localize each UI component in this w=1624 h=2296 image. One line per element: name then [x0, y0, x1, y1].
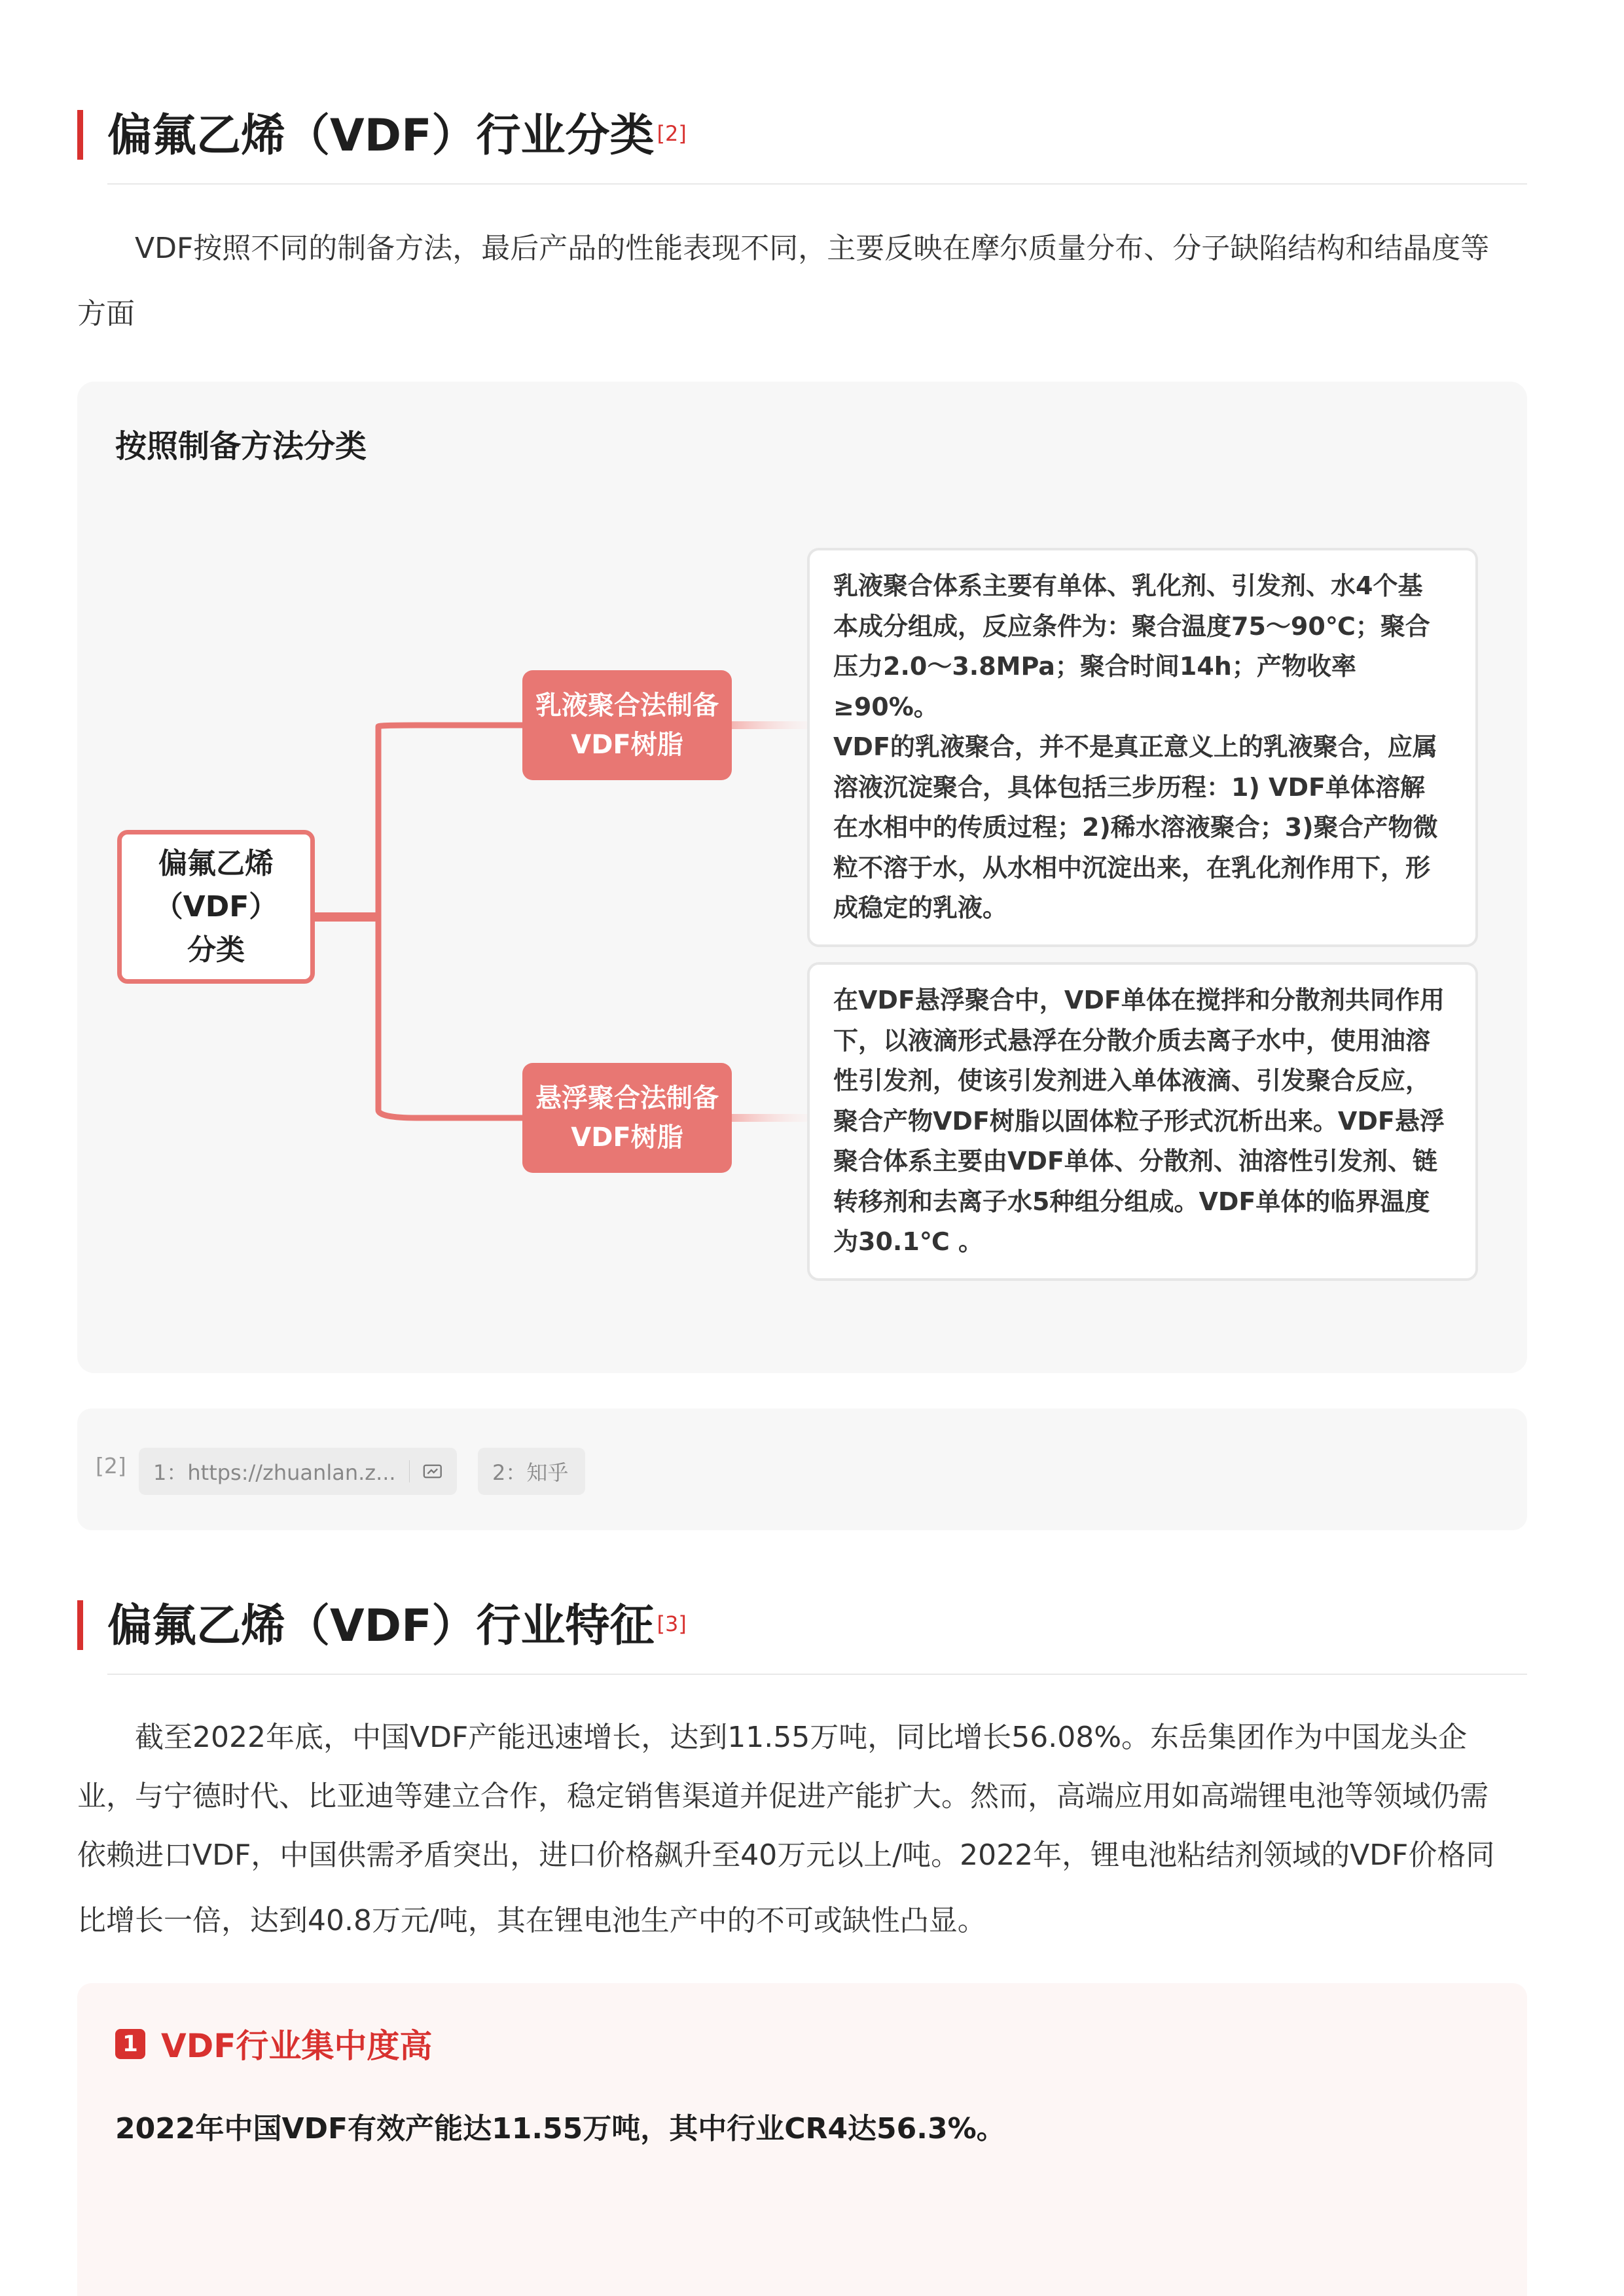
- branch-connector-bottom: [378, 917, 522, 1118]
- branch-node-suspension: 悬浮聚合法制备VDF树脂: [522, 1063, 732, 1173]
- reference-chip-source[interactable]: [478, 1448, 585, 1495]
- leaf-line: 溶液沉淀聚合，具体包括三步历程：1) VDF单体溶解: [833, 772, 1425, 802]
- leaf-line: 粒不溶于水，从水相中沉淀出来，在乳化剂作用下，形: [833, 853, 1431, 882]
- highlight-card: [77, 1983, 1527, 2296]
- leaf-line: 乳液聚合体系主要有单体、乳化剂、引发剂、水4个基: [833, 571, 1423, 600]
- chip-separator: [409, 1460, 410, 1482]
- classification-diagram-card: [77, 382, 1527, 1373]
- diagram-title: 按照制备方法分类: [115, 428, 367, 465]
- highlight-number-badge: 1: [115, 2029, 145, 2059]
- intro-line: 方面: [77, 297, 135, 331]
- leaf-line: 成稳定的乳液。: [833, 893, 1008, 922]
- features-line: 业，与宁德时代、比亚迪等建立合作，稳定销售渠道并促进产能扩大。然而，高端应用如高端锂电池等领域仍需: [77, 1780, 1489, 1813]
- branch-node-emulsion: 乳液聚合法制备VDF树脂: [522, 670, 732, 780]
- intro-paragraph: [77, 216, 1527, 347]
- heading-accent-bar: [77, 1600, 83, 1650]
- reference-chip-text: 2：知乎: [492, 1460, 569, 1485]
- leaf-line: 转移剂和去离子水5种组分组成。VDF单体的临界温度: [833, 1187, 1430, 1216]
- leaf-emulsion-description: [807, 548, 1478, 947]
- reference-label: [2]: [96, 1453, 126, 1479]
- heading-divider: [107, 183, 1527, 185]
- leaf-line: 性引发剂，使该引发剂进入单体液滴、引发聚合反应，: [833, 1066, 1431, 1095]
- heading-divider: [107, 1674, 1527, 1675]
- leaf-line: 在水相中的传质过程；2)稀水溶液聚合；3)聚合产物微: [833, 813, 1438, 842]
- leaf-suspension-description: [807, 962, 1478, 1281]
- leaf-line: 在VDF悬浮聚合中，VDF单体在搅拌和分散剂共同作用: [833, 986, 1445, 1014]
- reference-mark[interactable]: [2]: [657, 121, 687, 146]
- mindmap-root-node: 偏氟乙烯（VDF）分类: [117, 830, 315, 984]
- features-line: 依赖进口VDF，中国供需矛盾突出，进口价格飙升至40万元以上/吨。2022年，锂电池粘结剂领域的VDF价格同: [77, 1839, 1495, 1872]
- leaf-line: 聚合体系主要由VDF单体、分散剂、油溶性引发剂、链: [833, 1147, 1437, 1175]
- leaf-line: 本成分组成，反应条件为：聚合温度75～90℃；聚合: [833, 611, 1430, 641]
- reference-mark[interactable]: [3]: [657, 1611, 687, 1636]
- section-title: 偏氟乙烯（VDF）行业特征: [107, 1600, 655, 1652]
- leaf-connector-top: [732, 721, 807, 729]
- leaf-connector-bottom: [732, 1114, 807, 1122]
- reference-chip-link[interactable]: [139, 1448, 457, 1495]
- section-title: 偏氟乙烯（VDF）行业分类: [107, 110, 655, 162]
- leaf-line: VDF的乳液聚合，并不是真正意义上的乳液聚合，应属: [833, 732, 1437, 761]
- branch-connector-top: [378, 725, 522, 917]
- features-line: 截至2022年底，中国VDF产能迅速增长，达到11.55万吨，同比增长56.08%。东岳集团作为中国龙头企: [135, 1721, 1467, 1754]
- features-paragraph: [77, 1708, 1527, 1957]
- highlight-title: VDF行业集中度高: [161, 2027, 433, 2065]
- intro-line: VDF按照不同的制备方法，最后产品的性能表现不同，主要反映在摩尔质量分布、分子缺陷结构和结晶度等: [135, 232, 1490, 265]
- open-link-icon[interactable]: [423, 1463, 442, 1480]
- features-line: 比增长一倍，达到40.8万元/吨，其在锂电池生产中的不可或缺性凸显。: [77, 1904, 986, 1937]
- leaf-line: 下，以液滴形式悬浮在分散介质去离子水中，使用油溶: [833, 1026, 1431, 1055]
- reference-card: [77, 1408, 1527, 1530]
- heading-accent-bar: [77, 110, 83, 160]
- highlight-body: 2022年中国VDF有效产能达11.55万吨，其中行业CR4达56.3%。: [115, 2112, 1005, 2145]
- leaf-line: 为30.1℃ 。: [833, 1227, 984, 1256]
- leaf-line: 聚合产物VDF树脂以固体粒子形式沉析出来。VDF悬浮: [833, 1106, 1445, 1136]
- reference-chip-text: 1：https://zhuanlan.z...: [153, 1460, 396, 1485]
- leaf-line: 压力2.0～3.8MPa；聚合时间14h；产物收率≥90%。: [833, 652, 1356, 721]
